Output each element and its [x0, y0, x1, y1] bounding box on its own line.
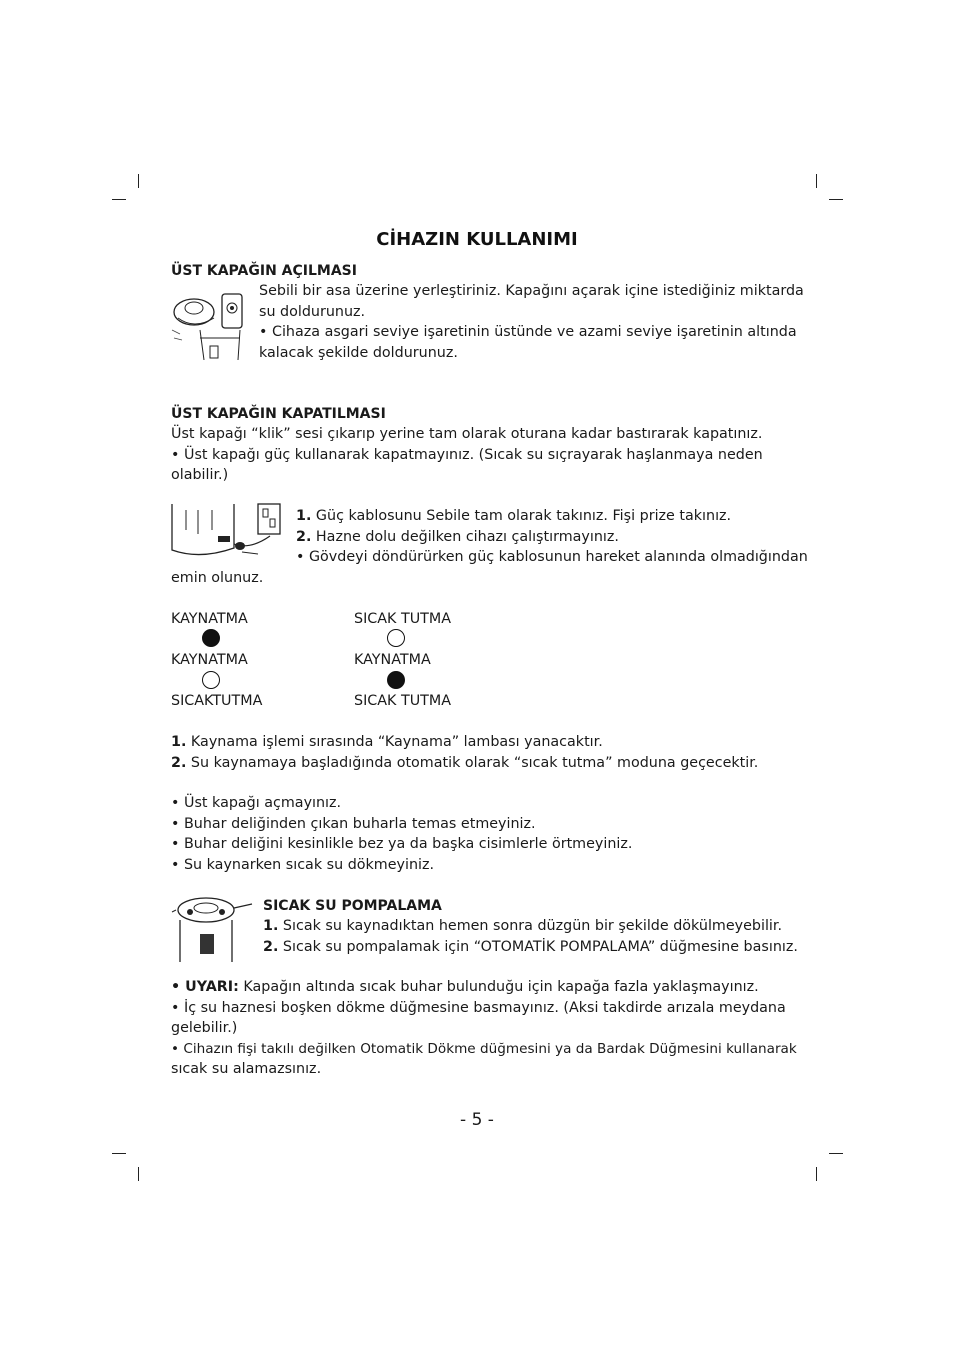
section-heading-pump: SICAK SU POMPALAMA	[263, 898, 442, 914]
crop-mark	[816, 174, 817, 188]
numbered-item	[296, 527, 784, 548]
text-line: su doldurunuz.	[259, 303, 366, 320]
indicator-label: SICAK TUTMA	[354, 611, 452, 627]
crop-mark	[112, 1153, 126, 1154]
list-item: • Üst kapağı açmayınız.	[171, 795, 342, 811]
list-item: • Buhar deliğini kesinlikle bez ya da başka cisimlerle örtmeyiniz.	[171, 836, 633, 852]
item-number: 1.	[171, 734, 187, 750]
crop-mark	[112, 199, 126, 200]
item-number: 1.	[263, 918, 279, 934]
numbered-item	[263, 937, 798, 958]
text-line: Üst kapağı “klik” sesi çıkarıp yerine tam olarak oturana kadar bastırarak kapatınız.	[171, 426, 763, 442]
item-text: Sıcak su kaynadıktan hemen sonra düzgün bir şekilde dökülmeyebilir.	[278, 918, 782, 934]
crop-mark	[829, 1153, 843, 1154]
power-plug-illustration	[170, 500, 285, 562]
text-line: kalacak şekilde doldurunuz.	[259, 344, 458, 361]
page-title: CİHAZIN KULLANIMI	[376, 229, 578, 250]
section-heading-open-lid: ÜST KAPAĞIN AÇILMASI	[171, 263, 357, 279]
numbered-item	[171, 753, 784, 774]
item-text: Su kaynamaya başladığında otomatik olarak “sıcak tutma” moduna geçecektir.	[186, 754, 759, 771]
section-text-close-lid	[171, 424, 784, 486]
section-text-pump	[263, 916, 798, 957]
indicator-label: SICAKTUTMA	[171, 693, 263, 709]
section-heading-close-lid: ÜST KAPAĞIN KAPATILMASI	[171, 406, 386, 422]
text-line: • Gövdeyi döndürürken güç kablosunun hareket alanında olmadığından	[296, 549, 808, 565]
section-text-power	[296, 506, 808, 568]
numbered-item	[171, 732, 784, 753]
text-line: sıcak su alamazsınız.	[171, 1061, 322, 1077]
warning-line	[171, 977, 784, 998]
item-number: 2.	[171, 754, 187, 771]
crop-mark	[829, 199, 843, 200]
item-number: 1.	[296, 508, 312, 524]
section-text-warning	[171, 977, 797, 1080]
text-line: gelebilir.)	[171, 1020, 238, 1036]
kettle-pump-illustration	[170, 894, 255, 964]
text-line: • Cihazın fişi takılı değilken Otomatik Dökme düğmesini ya da Bardak Düğmesini kullanarak	[171, 1040, 797, 1057]
indicator-light-off	[387, 629, 405, 647]
indicator-label: KAYNATMA	[354, 652, 431, 668]
list-item: • Buhar deliğinden çıkan buharla temas etmeyiniz.	[171, 815, 536, 832]
numbered-item	[296, 506, 784, 527]
indicator-label: KAYNATMA	[171, 652, 248, 668]
numbered-item	[263, 916, 784, 937]
item-text: Sıcak su pompalamak için “OTOMATİK POMPALAMA” düğmesine basınız.	[278, 938, 798, 955]
indicator-label: KAYNATMA	[171, 611, 248, 627]
item-number: 2.	[263, 938, 279, 955]
text-line: olabilir.)	[171, 467, 229, 483]
section-text-open-lid	[259, 281, 804, 363]
indicator-light-off	[202, 671, 220, 689]
text-line: • İç su haznesi boşken dökme düğmesine basmayınız. (Aksi takdirde arızala meydana	[171, 999, 786, 1016]
warning-text: Kapağın altında sıcak buhar bulunduğu için kapağa fazla yaklaşmayınız.	[238, 979, 759, 995]
warning-list	[171, 793, 784, 875]
crop-mark	[138, 174, 139, 188]
text-line: • Cihaza asgari seviye işaretinin üstünde ve azami seviye işaretinin altında	[259, 324, 797, 340]
warning-label: • UYARI:	[171, 979, 239, 995]
text-line: Sebili bir asa üzerine yerleştiriniz. Kapağını açarak içine istediğiniz miktarda	[259, 283, 804, 299]
crop-mark	[816, 1167, 817, 1181]
text-line: • Üst kapağı güç kullanarak kapatmayınız. (Sıcak su sıçrayarak haşlanmaya neden	[171, 446, 763, 463]
kettle-open-lid-illustration	[170, 290, 248, 360]
text-line: emin olunuz.	[171, 570, 264, 586]
item-text: Kaynama işlemi sırasında “Kaynama” lambası yanacaktır.	[186, 734, 603, 750]
indicator-label: SICAK TUTMA	[354, 693, 452, 709]
section-text-boil	[171, 732, 784, 773]
item-text: Hazne dolu değilken cihazı çalıştırmayınız.	[311, 528, 619, 545]
item-text: Güç kablosunu Sebile tam olarak takınız. Fişi prize takınız.	[311, 508, 732, 524]
crop-mark	[138, 1167, 139, 1181]
list-item: • Su kaynarken sıcak su dökmeyiniz.	[171, 856, 435, 873]
page-number: - 5 -	[460, 1110, 494, 1130]
item-number: 2.	[296, 528, 312, 545]
indicator-light-on	[387, 671, 405, 689]
indicator-light-on	[202, 629, 220, 647]
